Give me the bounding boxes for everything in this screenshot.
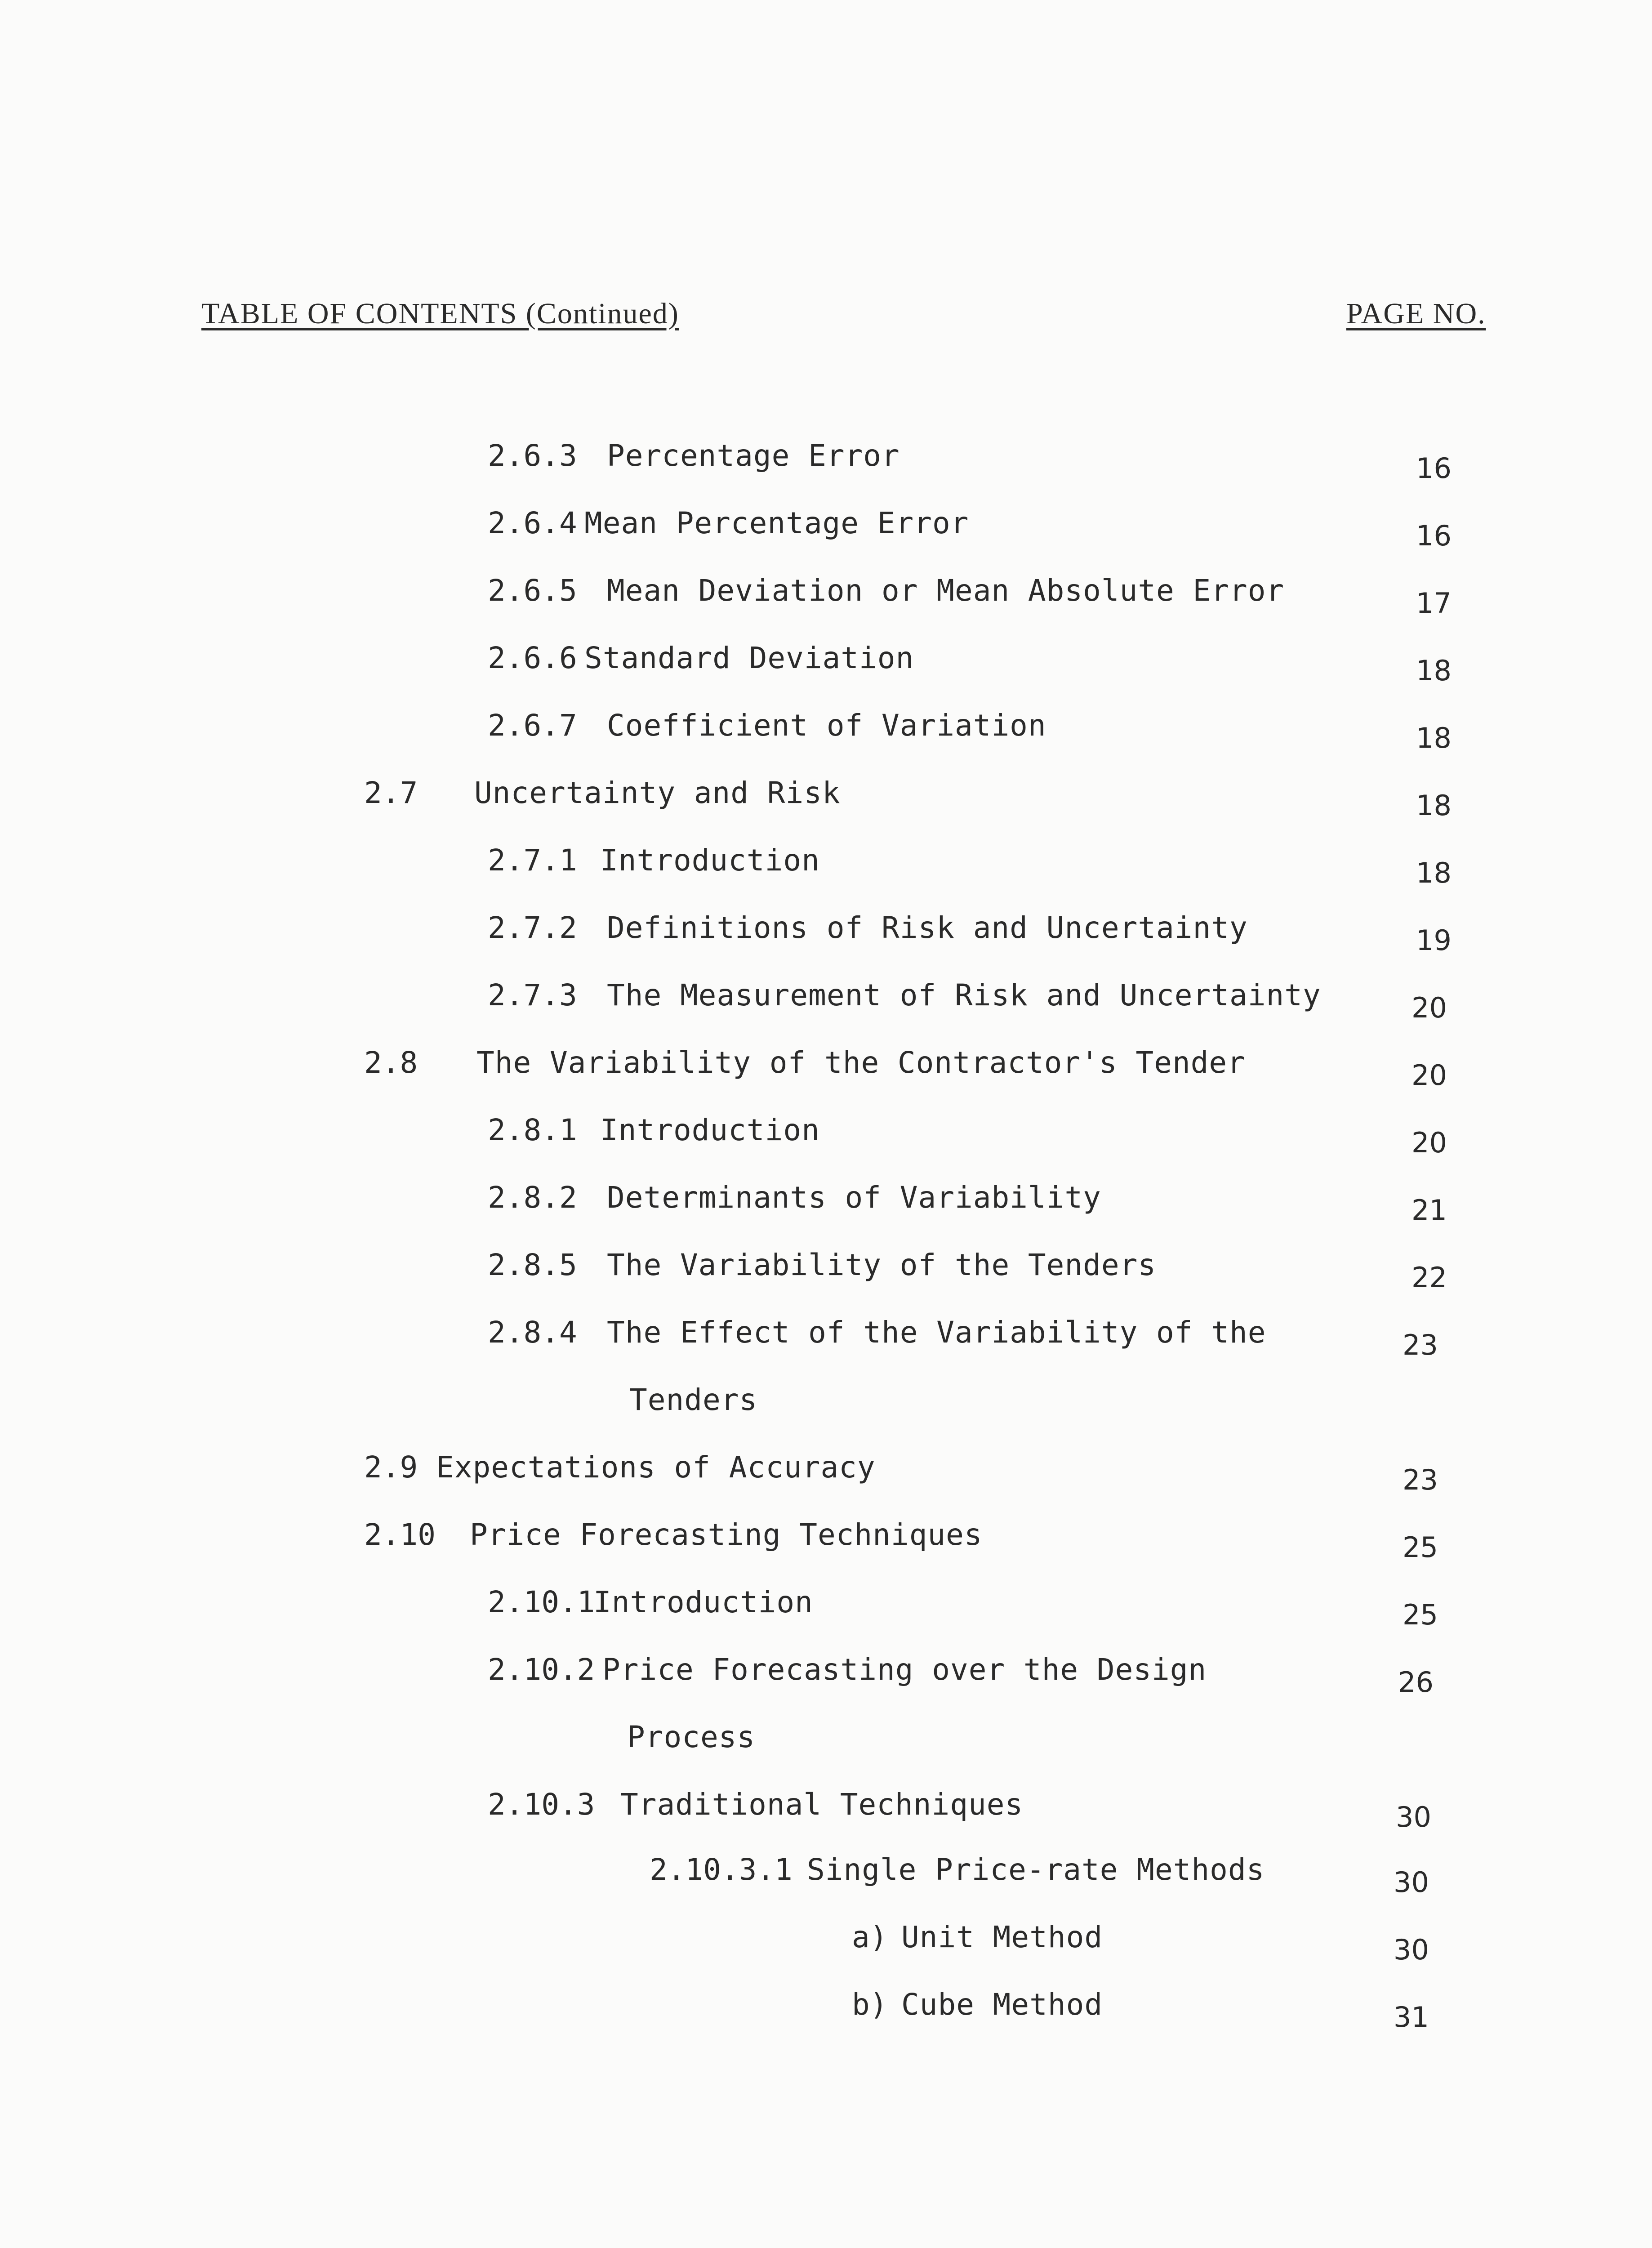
- toc-entry: [0, 1045, 1652, 1090]
- toc-entry-title: Unit Method: [901, 1920, 1103, 1954]
- toc-entry-number: 2.6.4: [488, 506, 577, 540]
- toc-entry-title: Introduction: [593, 1585, 813, 1619]
- toc-entry: [0, 708, 1652, 753]
- toc-entry-number: 2.8.5: [488, 1248, 577, 1282]
- toc-entry-page: 18: [1416, 654, 1452, 687]
- toc-entry-title: The Variability of the Contractor's Tender: [476, 1045, 1246, 1080]
- toc-entry: [0, 1248, 1652, 1293]
- toc-entry-number: 2.6.3: [488, 438, 577, 473]
- toc-entry: [0, 1652, 1652, 1697]
- toc-entry-title: The Variability of the Tenders: [607, 1248, 1157, 1282]
- toc-entry-title: Single Price-rate Methods: [807, 1852, 1265, 1887]
- toc-entry-number: 2.10.1: [488, 1585, 595, 1619]
- toc-entry-title: Standard Deviation: [584, 641, 914, 675]
- toc-entry-title: Introduction: [600, 1113, 820, 1147]
- toc-entry-page: 31: [1394, 2001, 1429, 2034]
- toc-entry: [0, 910, 1652, 955]
- toc-entry-title: Traditional Techniques: [620, 1787, 1024, 1822]
- toc-entry-page: 16: [1416, 452, 1452, 485]
- toc-entry-page: 16: [1416, 519, 1452, 552]
- toc-entry-number: 2.10.3.1: [650, 1852, 793, 1887]
- toc-entry-number: 2.10.2: [488, 1652, 595, 1687]
- toc-entry-number: 2.8.4: [488, 1315, 577, 1350]
- toc-entry-title: Uncertainty and Risk: [474, 776, 841, 810]
- toc-entry-number: 2.7.2: [488, 910, 577, 945]
- toc-entry-title: Determinants of Variability: [607, 1180, 1101, 1215]
- toc-entry-title: Coefficient of Variation: [607, 708, 1046, 743]
- toc-entry-title: The Measurement of Risk and Uncertainty: [607, 978, 1321, 1012]
- toc-entry-page: 25: [1403, 1598, 1438, 1631]
- toc-entry-title: Mean Deviation or Mean Absolute Error: [607, 573, 1285, 608]
- toc-entry: [0, 1787, 1652, 1832]
- toc-entry-page: 23: [1403, 1329, 1438, 1361]
- toc-entry-title: Introduction: [600, 843, 820, 878]
- toc-entry: [0, 843, 1652, 888]
- toc-entry-number: 2.7.1: [488, 843, 577, 878]
- toc-entry-page: 20: [1412, 1126, 1447, 1159]
- toc-entry-page: 22: [1412, 1261, 1447, 1294]
- toc-entry-title: Expectations of Accuracy: [436, 1450, 876, 1485]
- toc-entry: [0, 1517, 1652, 1562]
- toc-entry: [0, 1920, 1652, 1965]
- toc-entry-page: 25: [1403, 1531, 1438, 1564]
- toc-entry: [0, 1585, 1652, 1630]
- toc-entry: [0, 1852, 1652, 1897]
- toc-entry-title: Percentage Error: [607, 438, 900, 473]
- toc-entry-page: 17: [1416, 587, 1452, 620]
- toc-entry-number: 2.8: [364, 1045, 418, 1080]
- toc-entry: [0, 506, 1652, 551]
- toc-entry-page: 30: [1394, 1866, 1429, 1899]
- toc-entry-page: 18: [1416, 722, 1452, 754]
- page-number-column-header: PAGE NO.: [1346, 297, 1486, 330]
- toc-entry: [0, 1180, 1652, 1225]
- toc-entry: [0, 641, 1652, 686]
- toc-entry-page: 30: [1394, 1933, 1429, 1966]
- toc-entry-page: 20: [1412, 991, 1447, 1024]
- toc-entry-number: 2.7: [364, 776, 418, 810]
- toc-entry-title: The Effect of the Variability of the: [607, 1315, 1266, 1350]
- toc-entry: [0, 1450, 1652, 1495]
- toc-entry-number: 2.6.5: [488, 573, 577, 608]
- toc-entry: [0, 978, 1652, 1023]
- toc-entry-title: Cube Method: [901, 1987, 1103, 2022]
- toc-entry-title-continuation: Process: [627, 1720, 756, 1754]
- toc-entry-title-continuation: Tenders: [629, 1383, 758, 1417]
- toc-entry-number: 2.10.3: [488, 1787, 595, 1822]
- toc-entry-page: 19: [1416, 924, 1452, 957]
- toc-entry-page: 26: [1398, 1666, 1434, 1699]
- toc-header-title: TABLE OF CONTENTS (Continued): [201, 297, 679, 330]
- toc-entry-number: 2.8.1: [488, 1113, 577, 1147]
- toc-entry-title: Mean Percentage Error: [584, 506, 969, 540]
- toc-entry: [0, 438, 1652, 483]
- toc-entry-page: 18: [1416, 856, 1452, 889]
- toc-entry-number: 2.10: [364, 1517, 436, 1552]
- toc-entry-page: 21: [1412, 1194, 1447, 1227]
- toc-entry: [0, 776, 1652, 821]
- toc-entry-number: 2.9: [364, 1450, 418, 1485]
- toc-entry-title: Definitions of Risk and Uncertainty: [607, 910, 1248, 945]
- toc-entry-title: Price Forecasting Techniques: [470, 1517, 983, 1552]
- toc-entry-page: 20: [1412, 1059, 1447, 1092]
- toc-entry-number: a): [852, 1920, 888, 1954]
- toc-entry-number: 2.6.7: [488, 708, 577, 743]
- toc-entry-number: 2.8.2: [488, 1180, 577, 1215]
- toc-entry-title: Price Forecasting over the Design: [602, 1652, 1207, 1687]
- toc-entry-number: b): [852, 1987, 888, 2022]
- toc-entry-page: 30: [1396, 1801, 1431, 1833]
- toc-entry-page: 18: [1416, 789, 1452, 822]
- toc-entry-page: 23: [1403, 1463, 1438, 1496]
- toc-entry: [0, 1315, 1652, 1360]
- toc-entry: [0, 1113, 1652, 1158]
- toc-entry: [0, 573, 1652, 618]
- toc-entry-number: 2.6.6: [488, 641, 577, 675]
- toc-entry-number: 2.7.3: [488, 978, 577, 1012]
- toc-entry: [0, 1987, 1652, 2032]
